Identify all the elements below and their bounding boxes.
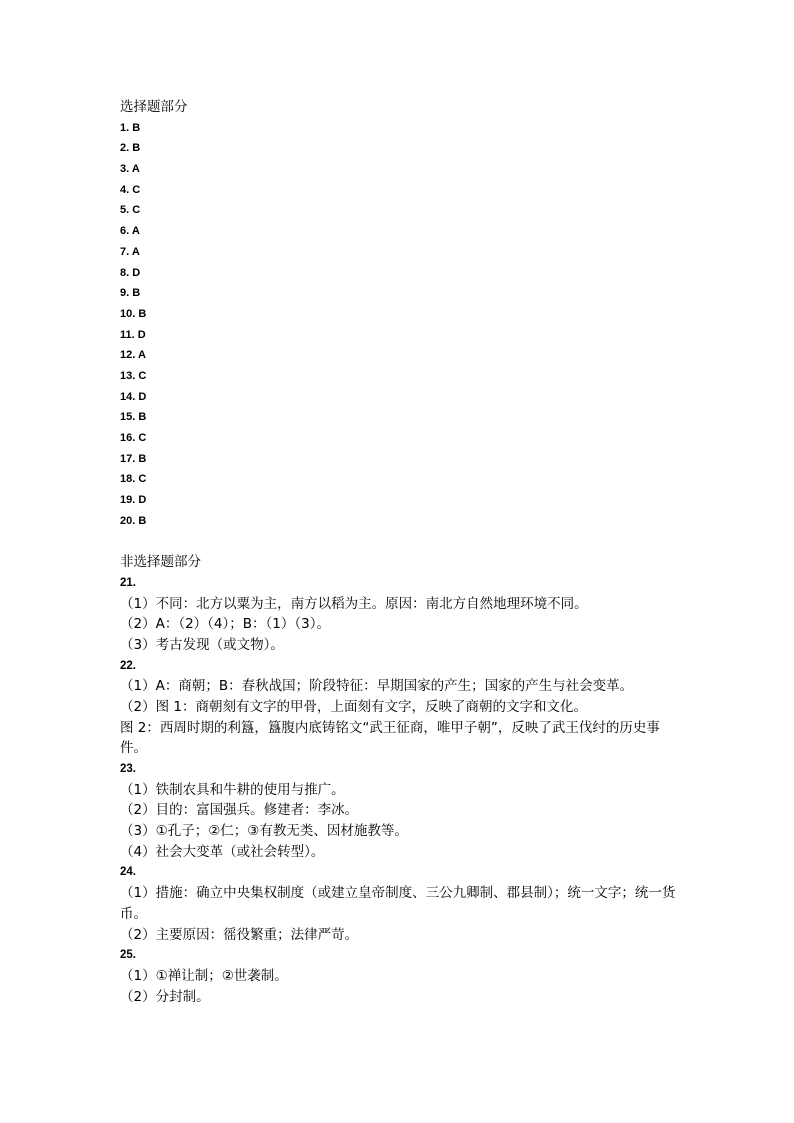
answer-line: （2）图 1：商朝刻有文字的甲骨，上面刻有文字，反映了商朝的文字和文化。: [120, 698, 587, 715]
choice-answer: 9. B: [120, 287, 141, 300]
question-number-22: 22.: [120, 659, 136, 672]
section-title-choice: 选择题部分: [120, 99, 188, 115]
choice-answer: 5. C: [120, 204, 141, 217]
choice-answer: 4. C: [120, 183, 141, 196]
answer-line: （1）铁制农具和牛耕的使用与推广。: [120, 781, 345, 798]
answer-line: （1）不同：北方以粟为主，南方以稻为主。原因：南北方自然地理环境不同。: [120, 595, 588, 612]
choice-answer: 10. B: [120, 307, 147, 320]
choice-answer: 2. B: [120, 142, 141, 155]
answer-line: （2）目的：富国强兵。修建者：李冰。: [120, 802, 359, 819]
answer-line: （2）A：（2）（4）；B：（1）（3）。: [120, 616, 330, 633]
answer-line: （2）分封制。: [120, 988, 210, 1005]
answer-line: （2）主要原因：徭役繁重；法律严苛。: [120, 926, 359, 943]
choice-answer: 20. B: [120, 514, 147, 527]
choice-answer: 14. D: [120, 390, 147, 403]
choice-answer: 19. D: [120, 494, 147, 507]
choice-answer: 12. A: [120, 349, 146, 362]
choice-answer: 15. B: [120, 411, 147, 424]
choice-answer: 18. C: [120, 473, 147, 486]
answer-line: （3）考古发现（或文物）。: [120, 636, 284, 653]
choice-answer: 3. A: [120, 163, 140, 176]
choice-answer: 7. A: [120, 245, 140, 258]
choice-answer: 11. D: [120, 328, 146, 341]
choice-answer: 17. B: [120, 452, 147, 465]
choice-answer: 13. C: [120, 369, 147, 382]
choice-answer: 8. D: [120, 266, 141, 279]
question-number-23: 23.: [120, 763, 136, 776]
answer-sheet: [120, 97, 680, 1007]
answer-line: （1）①禅让制；②世袭制。: [120, 967, 288, 984]
answer-paragraph: 图 2：西周时期的利簋，簋腹内底铸铭文“武王征商，唯甲子朝”，反映了武王伐纣的历史事件。: [120, 719, 660, 757]
answer-paragraph: （1）措施：确立中央集权制度（或建立皇帝制度、三公九卿制、郡县制）；统一文字；统一货币。: [120, 885, 676, 922]
section-spacer: [120, 531, 680, 552]
answer-line: （4）社会大变革（或社会转型）。: [120, 843, 325, 860]
question-number-25: 25.: [120, 949, 136, 962]
choice-answer: 6. A: [120, 225, 140, 238]
section-title-open: 非选择题部分: [120, 554, 201, 571]
answer-line: （1）A：商朝；B：春秋战国；阶段特征：早期国家的产生；国家的产生与社会变革。: [120, 678, 634, 695]
question-number-24: 24.: [120, 866, 136, 879]
choice-answer: 1. B: [120, 121, 141, 134]
choice-answer: 16. C: [120, 432, 147, 444]
question-number-21: 21.: [120, 576, 136, 589]
choice-answer-list: [120, 118, 680, 532]
answer-line: （3）①孔子；②仁；③有教无类、因材施教等。: [120, 823, 408, 840]
